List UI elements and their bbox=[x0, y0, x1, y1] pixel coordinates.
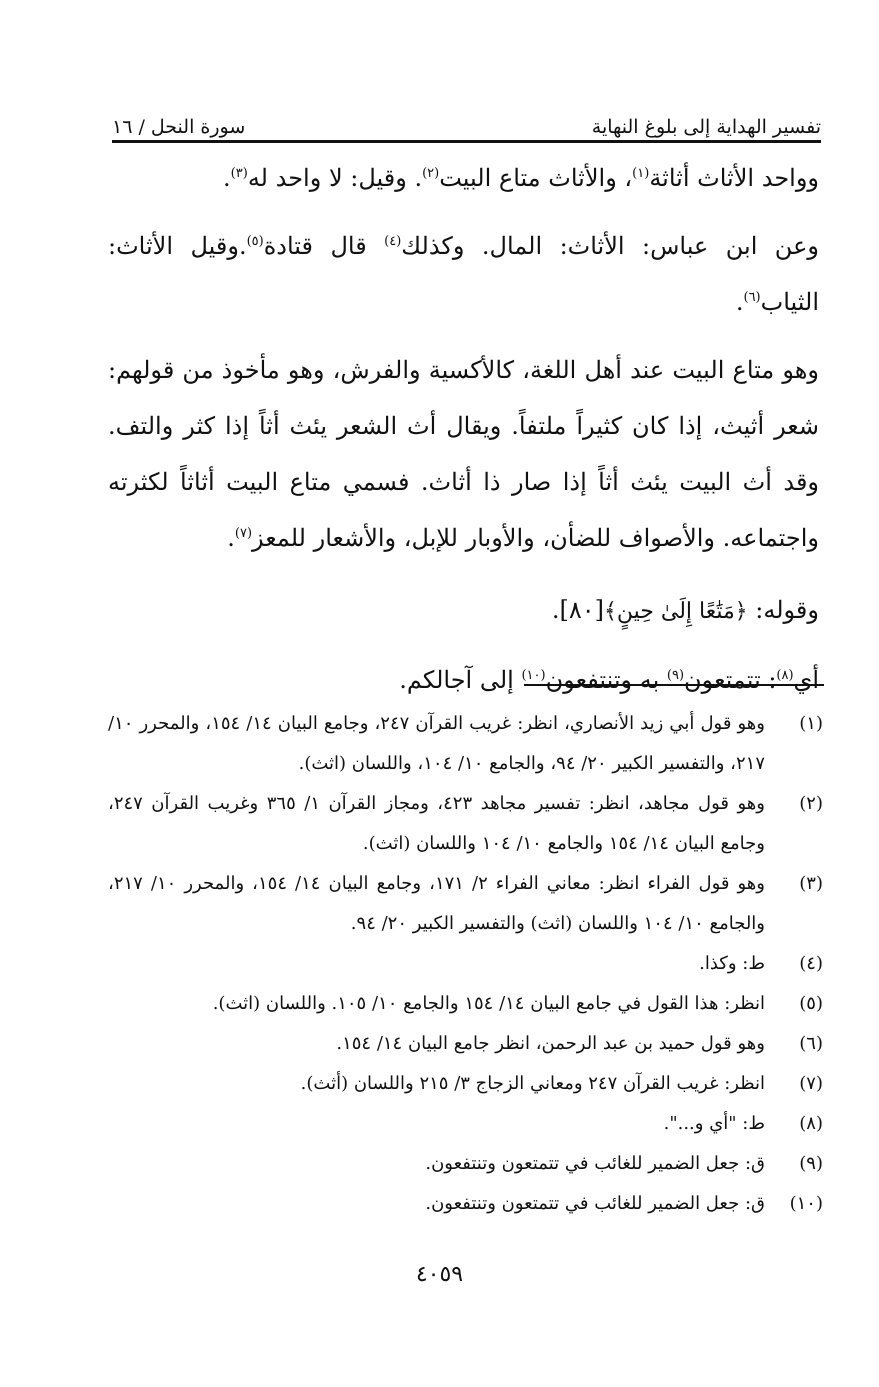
footnote-number: (٧) bbox=[799, 1073, 823, 1094]
text-run: : تتمتعون bbox=[684, 666, 777, 694]
footnote-number: (٤) bbox=[799, 953, 823, 974]
paragraph-1 bbox=[108, 150, 819, 206]
footnote-number: (٨) bbox=[799, 1113, 823, 1134]
footnote-text: وهو قول الفراء انظر: معاني الفراء ٢/ ١٧١، وجامع البيان ١٤/ ١٥٤، والمحرر ١٠/ ٢١٧، والجامع ١٠/ ١٠٤ واللسان (اثث) والتفسير الكبير ٢٠/ ٩٤. bbox=[108, 873, 765, 934]
footnote-number: (٩) bbox=[799, 1153, 823, 1174]
paragraph-5 bbox=[108, 652, 819, 708]
text-run: قال قتادة bbox=[263, 232, 385, 260]
running-header bbox=[112, 100, 821, 138]
text-run: وهو متاع البيت عند أهل اللغة، كالأكسية والفرش، وهو مأخوذ من قولهم: شعر أثيث، إذا كان كثيراً ملتفاً. ويقال أث الشعر يئث أثاً إذا كثر والتف. وقد أث البيت يئث أثاً إذا صار ذا أثاث. فسمي متاع البيت أثاثاً لكثرته واجتماعه. والأصواف للضأن، والأوبار للإبل، والأشعار للمعز bbox=[108, 356, 819, 552]
footnote-marker[interactable]: (٦) bbox=[743, 290, 761, 305]
footnote-marker[interactable]: (٥) bbox=[246, 234, 264, 249]
footnote bbox=[108, 1184, 823, 1224]
quran-verse: ﴿مَتَٰعًا إِلَىٰ حِينٍ﴾ bbox=[603, 599, 748, 624]
footnote-text: ط: وكذا. bbox=[699, 953, 765, 974]
text-run: وواحد الأثاث أثاثة bbox=[649, 164, 819, 192]
paragraph-3 bbox=[108, 342, 819, 566]
footnote-marker[interactable]: (٩) bbox=[666, 668, 685, 683]
footnote-text: ق: جعل الضمير للغائب في تتمتعون وتنتفعون. bbox=[425, 1153, 765, 1174]
footnote-text: وهو قول حميد بن عبد الرحمن، انظر جامع البيان ١٤/ ١٥٤. bbox=[336, 1033, 765, 1054]
footnote bbox=[108, 1064, 823, 1104]
text-run: . وقيل: لا واحد له bbox=[247, 164, 423, 192]
text-run: إلى آجالكم. bbox=[399, 666, 522, 694]
text-run: به وتنتفعون bbox=[545, 666, 667, 694]
footnote-text: انظر: غريب القرآن ٢٤٧ ومعاني الزجاج ٣/ ٢١٥ واللسان (أثث). bbox=[300, 1073, 765, 1094]
footnote bbox=[108, 1024, 823, 1064]
text-run: وعن ابن عباس: الأثاث: المال. وكذلك bbox=[401, 232, 819, 260]
paragraph-4 bbox=[108, 582, 819, 640]
footnote-text: وهو قول مجاهد، انظر: تفسير مجاهد ٤٢٣، ومجاز القرآن ١/ ٣٦٥ وغريب القرآن ٢٤٧، وجامع البيان ١٤/ ١٥٤ والجامع ١٠/ ١٠٤ واللسان (اثث). bbox=[108, 793, 765, 854]
footnote-marker[interactable]: (٣) bbox=[230, 166, 248, 181]
paragraph-2 bbox=[108, 218, 819, 330]
footnote bbox=[108, 864, 823, 944]
footnote bbox=[108, 784, 823, 864]
footnote bbox=[108, 1104, 823, 1144]
text-run: أي bbox=[793, 666, 819, 694]
surah-reference: سورة النحل / ١٦ bbox=[112, 116, 246, 138]
header-rule bbox=[112, 140, 821, 143]
footnote bbox=[108, 704, 823, 784]
text-run: وقوله: bbox=[747, 596, 819, 624]
footnote-number: (١٠) bbox=[789, 1193, 823, 1214]
main-text bbox=[108, 150, 819, 708]
footnote-marker[interactable]: (١٠) bbox=[521, 668, 546, 683]
footnote-marker[interactable]: (٢) bbox=[422, 166, 440, 181]
text-run: . bbox=[223, 164, 231, 192]
text-run: .وقيل الأثاث: الثياب bbox=[108, 232, 819, 316]
text-run: ، والأثاث متاع البيت bbox=[439, 164, 633, 192]
page-number: ٤٠٥٩ bbox=[415, 1262, 464, 1287]
footnote-text: ق: جعل الضمير للغائب في تتمتعون وتنتفعون. bbox=[425, 1193, 765, 1214]
footnote bbox=[108, 944, 823, 984]
footnote-text: انظر: هذا القول في جامع البيان ١٤/ ١٥٤ والجامع ١٠/ ١٠٥. واللسان (اثث). bbox=[212, 993, 765, 1014]
footnote bbox=[108, 984, 823, 1024]
footnote-marker[interactable]: (٨) bbox=[776, 668, 794, 683]
text-run: . bbox=[735, 288, 744, 316]
text-run: . bbox=[227, 524, 235, 552]
footnote-marker[interactable]: (٧) bbox=[234, 526, 253, 541]
footnote-number: (٣) bbox=[799, 873, 823, 894]
footnote-text: ط: "أي و...". bbox=[663, 1113, 765, 1134]
footnote-marker[interactable]: (٤) bbox=[384, 234, 402, 249]
footnote-separator bbox=[524, 684, 824, 686]
footnote-number: (٦) bbox=[799, 1033, 823, 1054]
footnote-number: (٢) bbox=[799, 793, 823, 814]
footnote-text: وهو قول أبي زيد الأنصاري، انظر: غريب القرآن ٢٤٧، وجامع البيان ١٤/ ١٥٤، والمحرر ١٠/ ٢١٧، والتفسير الكبير ٢٠/ ٩٤، والجامع ١٠/ ١٠٤، واللسان (اثث). bbox=[108, 713, 765, 774]
book-title: تفسير الهداية إلى بلوغ النهاية bbox=[591, 116, 821, 138]
footnotes bbox=[108, 704, 823, 1224]
footnote-marker[interactable]: (١) bbox=[632, 166, 650, 181]
footnote-number: (١) bbox=[799, 713, 823, 734]
footnote-number: (٥) bbox=[799, 993, 823, 1014]
footnote bbox=[108, 1144, 823, 1184]
verse-reference: [٨٠]. bbox=[551, 596, 604, 624]
